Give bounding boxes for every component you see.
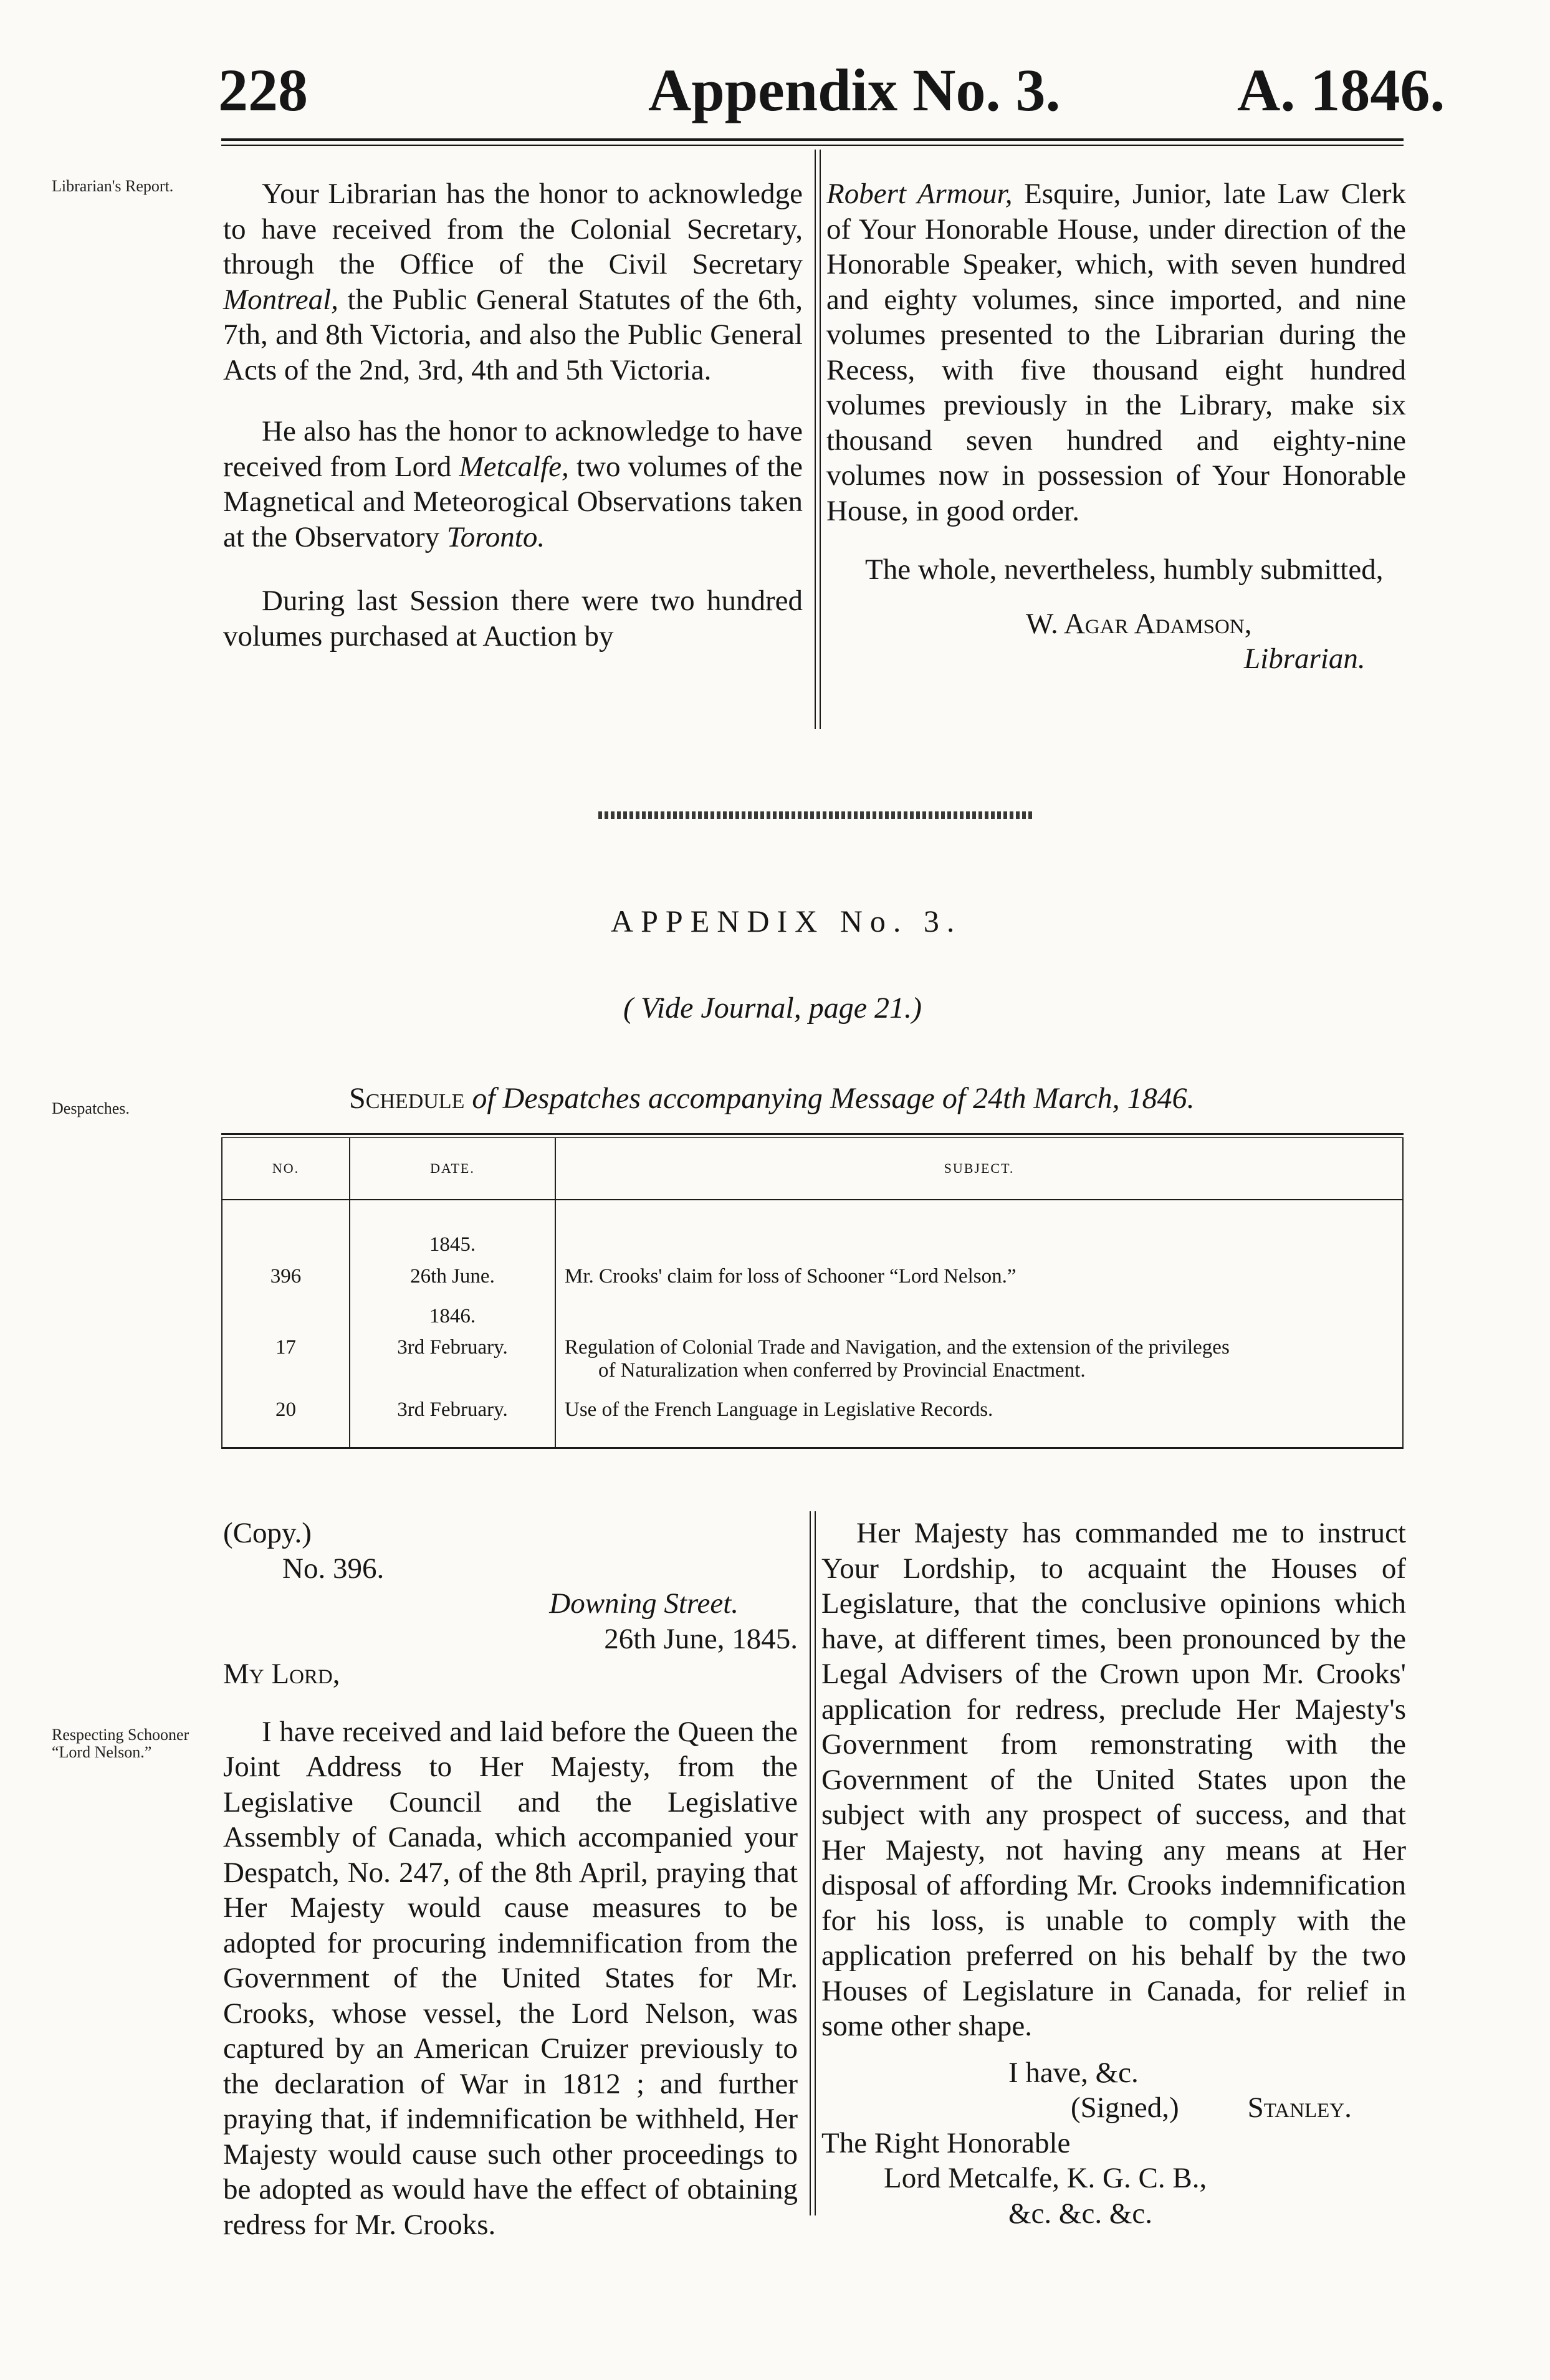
year-1845: 1845. <box>350 1200 555 1256</box>
letter-right-column <box>821 1516 1406 2231</box>
letter-address-3: &c. &c. &c. <box>1008 2197 1153 2230</box>
signature-name: W. Agar Adamson, <box>1026 607 1252 640</box>
column-divider-bottom-2 <box>815 1511 816 2215</box>
header-no: NO. <box>222 1138 350 1199</box>
table-header-row <box>222 1138 1403 1199</box>
schedule-title: Schedule of Despatches accompanying Message of 24th March, 1846. <box>349 1082 1195 1115</box>
page-number: 228 <box>218 57 308 123</box>
year-1846: 1846. <box>350 1296 555 1336</box>
letter-number: No. 396. <box>282 1552 385 1585</box>
page-year: A. 1846. <box>1237 57 1445 123</box>
letter-address-2: Lord Metcalfe, K. G. C. B., <box>884 2162 1207 2194</box>
letter-copy: (Copy.) <box>223 1517 312 1549</box>
letter-date: 26th June, 1845. <box>604 1622 798 1655</box>
report-paragraph-1: Your Librarian has the honor to acknowledge to have received from the Colonial Secretary, through the Office of the Civil Secretary Montreal, the Public General Statutes of the 6th, 7th, and 8th Victoria, and also the Public General Acts of the 2nd, 3rd, 4th and 5th Victoria. <box>223 178 803 386</box>
table-year-row-1845 <box>222 1200 1403 1256</box>
vide-journal-note: ( Vide Journal, page 21.) <box>623 992 922 1025</box>
column-divider-bottom <box>810 1511 811 2215</box>
header-subject: SUBJECT. <box>555 1138 1403 1199</box>
table-row <box>222 1256 1403 1296</box>
schedule-table <box>221 1133 1404 1449</box>
row-3-subject: Use of the French Language in Legislative Records. <box>555 1398 1403 1447</box>
sidenote-despatches: Despatches. <box>52 1099 130 1117</box>
report-left-column <box>223 176 803 654</box>
report-paragraph-4: The whole, nevertheless, humbly submitted, <box>865 553 1384 586</box>
column-divider-top <box>815 150 816 729</box>
row-3-date: 3rd February. <box>350 1398 555 1447</box>
appendix-heading: APPENDIX No. 3. <box>611 904 962 939</box>
signature-title: Librarian. <box>1244 643 1366 675</box>
row-1-no: 396 <box>222 1256 350 1296</box>
letter-closing: I have, &c. <box>1008 2056 1139 2089</box>
letter-signed: (Signed,) Stanley. <box>1071 2091 1352 2124</box>
letter-salutation: My Lord, <box>223 1658 340 1690</box>
letter-paragraph-2: Her Majesty has commanded me to instruct Your Lordship, to acquaint the Houses of Legislature, that the conclusive opinions which have, at different times, been pronounced by the Legal Advisers of the Crown upon Mr. Crooks' application for redress, preclude Her Majesty's Government from remonstrating with the Government of the United States upon the subject with any prospect of success, and that Her Majesty, not having any means at Her disposal of affording Mr. Crooks indemnification for his loss, is unable to comply with the application preferred on his behalf by the two Houses of Legislature in Canada, for relief in some other shape. <box>821 1517 1406 2042</box>
row-2-no: 17 <box>222 1336 350 1398</box>
row-1-date: 26th June. <box>350 1256 555 1296</box>
report-paragraph-2: He also has the honor to acknowledge to have received from Lord Metcalfe, two volumes of the Magnetical and Meteorogical Observations taken at the Observatory Toronto. <box>223 415 803 553</box>
row-2-date: 3rd February. <box>350 1336 555 1398</box>
table-row <box>222 1336 1403 1398</box>
header-rule <box>221 138 1404 141</box>
letter-place: Downing Street. <box>549 1587 739 1620</box>
letter-left-column <box>223 1516 798 2242</box>
row-1-subject: Mr. Crooks' claim for loss of Schooner “Lord Nelson.” <box>555 1256 1403 1296</box>
column-divider-top-2 <box>820 150 821 729</box>
table-year-row-1846 <box>222 1296 1403 1336</box>
sidenote-librarian: Librarian's Report. <box>52 177 174 195</box>
sidenote-respecting: Respecting Schooner “Lord Nelson.” <box>52 1726 189 1761</box>
table-row <box>222 1398 1403 1447</box>
report-paragraph-3: During last Session there were two hundred volumes purchased at Auction by <box>223 585 803 652</box>
letter-address-1: The Right Honorable <box>821 2126 1071 2159</box>
header-rule-thin <box>221 145 1404 146</box>
report-right-column <box>826 176 1406 677</box>
row-2-subject: Regulation of Colonial Trade and Navigation, and the extension of the privileges of Naturalization when conferred by Provincial Enactment. <box>555 1336 1403 1398</box>
row-3-no: 20 <box>222 1398 350 1447</box>
header-date: DATE. <box>350 1138 555 1199</box>
letter-paragraph-1: I have received and laid before the Queen the Joint Address to Her Majesty, from the Legislative Council and the Legislative Assembly of Canada, which accompanied your Despatch, No. 247, of the 8th April, praying that Her Majesty would cause measures to be adopted for procuring indemnification from the Government of the United States for Mr. Crooks, whose vessel, the Lord Nelson, was captured by an American Cruizer previously to the declaration of War in 1812 ; and further praying that, if indemnification be withheld, Her Majesty would cause such other proceedings to be adopted as would have the effect of obtaining redress for Mr. Crooks. <box>223 1715 798 2241</box>
section-divider <box>598 811 1035 819</box>
page-title: Appendix No. 3. <box>648 57 1061 123</box>
report-paragraph-3-cont: Robert Armour, Esquire, Junior, late Law Clerk of Your Honorable House, under direction of the Honorable Speaker, which, with seven hundred and eighty volumes, since imported, and nine volumes presented to the Librarian during the Recess, with five thousand eight hundred volumes previously in the Library, make six thousand seven hundred and eighty-nine volumes now in possession of Your Honorable House, in good order. <box>826 178 1407 527</box>
